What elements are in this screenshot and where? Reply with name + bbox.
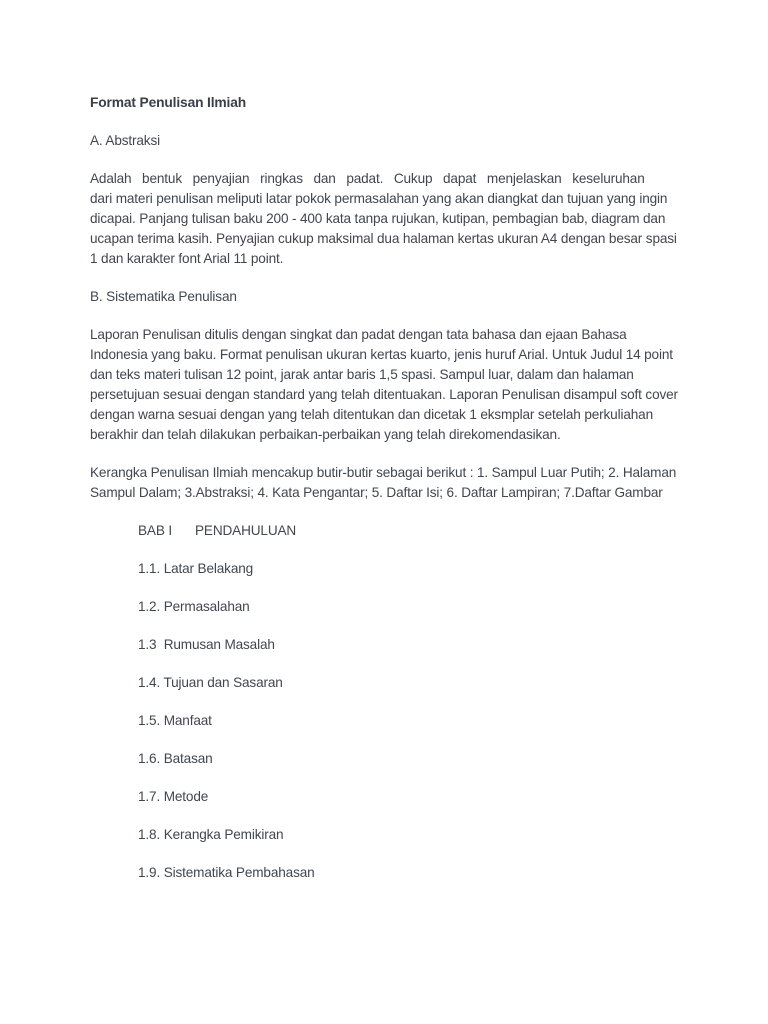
section-a-heading: A. Abstraksi bbox=[90, 133, 160, 148]
document-page bbox=[90, 93, 680, 901]
section-b-heading: B. Sistematika Penulisan bbox=[90, 289, 237, 304]
outline-bab-heading bbox=[138, 521, 680, 541]
outline-item: 1.3 Rumusan Masalah bbox=[138, 637, 275, 652]
document-title: Format Penulisan Ilmiah bbox=[90, 95, 247, 110]
outline-item: 1.6. Batasan bbox=[138, 751, 213, 766]
section-a-paragraph-first-line: Adalah bentuk penyajian ringkas dan padat. Cukup dapat menjelaskan keseluruhan bbox=[90, 171, 645, 186]
outline-item: 1.9. Sistematika Pembahasan bbox=[138, 865, 315, 880]
outline-item: 1.5. Manfaat bbox=[138, 713, 212, 728]
outline-list bbox=[138, 521, 680, 883]
outline-bab-title: PENDAHULUAN bbox=[195, 523, 297, 538]
section-b-paragraph-1: Laporan Penulisan ditulis dengan singkat dan padat dengan tata bahasa dan ejaan Bahasa Indonesia yang baku. Format penulisan ukuran kertas kuarto, jenis huruf Arial. Untuk Judul 14 point dan teks materi tulisan 12 point, jarak antar baris 1,5 spasi. Sampul luar, dalam dan halaman persetujuan sesuai dengan standard yang telah ditentuakan. Laporan Penulisan disampul soft cover dengan warna sesuai dengan yang telah ditentukan dan dicetak 1 eksmplar setelah perkuliahan berakhir dan telah dilakukan perbaikan-perbaikan yang telah direkomendasikan. bbox=[90, 327, 678, 442]
outline-item: 1.8. Kerangka Pemikiran bbox=[138, 827, 284, 842]
outline-item: 1.4. Tujuan dan Sasaran bbox=[138, 675, 283, 690]
outline-item: 1.2. Permasalahan bbox=[138, 599, 250, 614]
outline-item: 1.1. Latar Belakang bbox=[138, 561, 254, 576]
outline-bab-number: BAB I bbox=[138, 523, 173, 538]
outline-item: 1.7. Metode bbox=[138, 789, 209, 804]
section-a-paragraph-rest: dari materi penulisan meliputi latar pokok permasalahan yang akan diangkat dan tujuan yang ingin dicapai. Panjang tulisan baku 200 - 400 kata tanpa rujukan, kutipan, pembagian bab, diagram dan ucapan terima kasih. Penyajian cukup maksimal dua halaman kertas ukuran A4 dengan besar spasi 1 dan karakter font Arial 11 point. bbox=[90, 191, 677, 266]
section-b-paragraph-2: Kerangka Penulisan Ilmiah mencakup butir-butir sebagai berikut : 1. Sampul Luar Putih; 2. Halaman Sampul Dalam; 3.Abstraksi; 4. Kata Pengantar; 5. Daftar Isi; 6. Daftar Lampiran; 7.Daftar Gambar bbox=[90, 465, 677, 500]
section-a-paragraph bbox=[90, 169, 680, 269]
